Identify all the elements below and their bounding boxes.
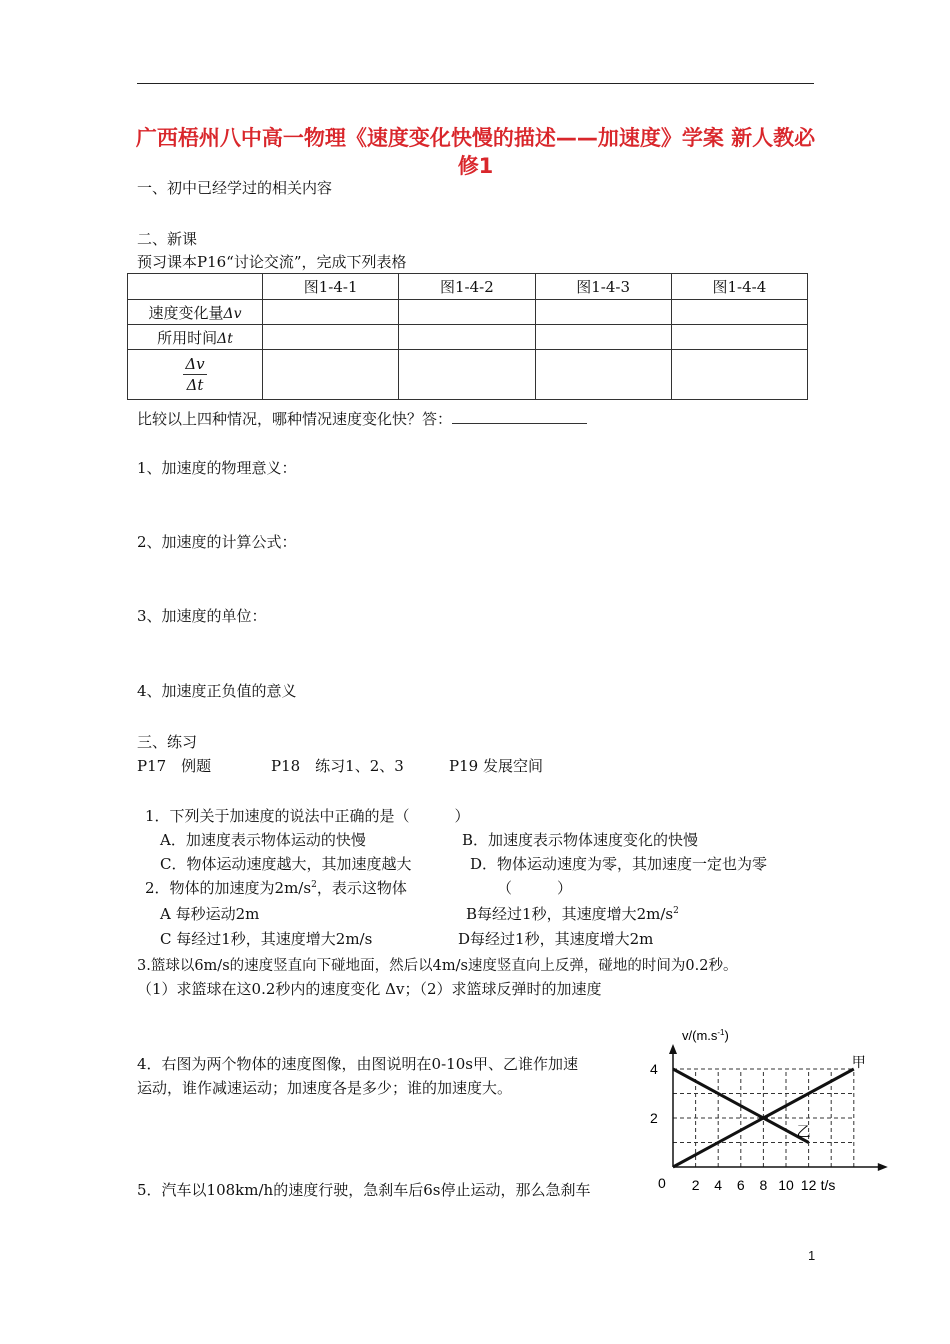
- question-2: 2、加速度的计算公式：: [137, 533, 297, 551]
- section-1-heading: 一、初中已经学过的相关内容: [137, 179, 333, 197]
- table-header-3: 图1-4-3: [535, 274, 671, 300]
- page-number: 1: [808, 1248, 816, 1263]
- table-corner-cell: [128, 274, 263, 300]
- x-tick-label: 6: [736, 1177, 745, 1193]
- table-cell: [263, 350, 399, 400]
- table-row-velocity-change: 速度变化量Δv: [128, 300, 263, 325]
- chart-labels: [650, 1028, 866, 1193]
- answer-blank[interactable]: [452, 411, 587, 424]
- table-header-1: 图1-4-1: [263, 274, 399, 300]
- series-label-jia: 甲: [851, 1054, 866, 1070]
- table-cell: [671, 300, 807, 325]
- x-axis-label: t/s: [820, 1177, 836, 1193]
- ratio-fraction: $\frac{\Delta v}{\Delta t}$: [185, 355, 205, 394]
- table-row-time: 所用时间Δt: [128, 325, 263, 350]
- exercise-1-option-d: D．物体运动速度为零，其加速度一定也为零: [470, 855, 768, 873]
- table-cell: [671, 350, 807, 400]
- table-cell: [399, 325, 535, 350]
- origin-label: 0: [658, 1175, 666, 1191]
- delta-v-symbol: Δv: [223, 305, 242, 322]
- section-2-heading: 二、新课: [137, 230, 198, 248]
- practice-ref-3: P19 发展空间: [449, 757, 543, 775]
- table-cell: [535, 325, 671, 350]
- preview-instruction: 预习课本P16“讨论交流”，完成下列表格: [137, 253, 407, 271]
- table-row-ratio: [128, 350, 263, 400]
- page-title: 广西梧州八中高一物理《速度变化快慢的描述——加速度》学案 新人教必修1: [135, 126, 816, 178]
- practice-ref-1: P17 例题: [137, 757, 212, 775]
- exercise-4-line-1: 4．右图为两个物体的速度图像，由图说明在0-10s甲、乙谁作加速: [137, 1055, 578, 1073]
- exercise-5-line-1: 5．汽车以108km/h的速度行驶，急刹车后6s停止运动，那么急刹车: [137, 1181, 591, 1199]
- table-cell: [263, 325, 399, 350]
- table-header-2: 图1-4-2: [399, 274, 535, 300]
- question-1: 1、加速度的物理意义：: [137, 459, 297, 477]
- header-rule: [137, 83, 814, 84]
- question-4: 4、加速度正负值的意义: [137, 682, 297, 700]
- table-cell: [671, 325, 807, 350]
- exercise-3-line-1: 3.篮球以6m/s的速度竖直向下碰地面，然后以4m/s速度竖直向上反弹，碰地的时间为0.2秒。: [137, 958, 738, 974]
- table-cell: [263, 300, 399, 325]
- exercise-2-option-d: D每经过1秒，其速度增大2m: [458, 930, 654, 948]
- exercise-4-line-2: 运动，谁作减速运动；加速度各是多少；谁的加速度大。: [137, 1079, 513, 1097]
- exercise-1-option-a: A．加速度表示物体运动的快慢: [160, 831, 366, 849]
- y-tick-label: 2: [650, 1110, 658, 1126]
- table-cell: [535, 350, 671, 400]
- y-axis-arrow-icon: [669, 1044, 677, 1054]
- x-tick-label: 2: [691, 1177, 700, 1193]
- series-label-yi: 乙: [796, 1123, 811, 1140]
- exercise-3-line-2: （1）求篮球在这0.2秒内的速度变化 Δv；（2）求篮球反弹时的加速度: [137, 980, 602, 998]
- exercise-2-stem: 2．物体的加速度为$2m/s^2$，表示这物体: [145, 879, 407, 897]
- exercise-1-option-c: C．物体运动速度越大，其加速度越大: [160, 855, 412, 873]
- x-tick-label: 12: [800, 1177, 817, 1193]
- exercise-2-option-b: B每经过1秒，其速度增大$2m/s^2$: [466, 905, 679, 923]
- compare-question: 比较以上四种情况，哪种情况速度变化快？答：: [137, 408, 587, 429]
- section-3-heading: 三、练习: [137, 733, 198, 751]
- x-tick-label: 8: [759, 1177, 768, 1193]
- x-tick-label: 4: [714, 1177, 723, 1193]
- discussion-table: [127, 273, 808, 400]
- x-tick-label: 10: [778, 1177, 794, 1193]
- table-cell: [399, 300, 535, 325]
- exercise-1-option-b: B．加速度表示物体速度变化的快慢: [462, 831, 699, 849]
- table-header-4: 图1-4-4: [671, 274, 807, 300]
- y-axis-label: $v/(m.s^{-1})$: [682, 1028, 729, 1043]
- y-tick-label: 4: [650, 1061, 658, 1077]
- velocity-time-chart: [630, 1020, 890, 1200]
- question-3: 3、加速度的单位：: [137, 607, 267, 625]
- x-axis-arrow-icon: [878, 1163, 888, 1171]
- exercise-2-option-c: C 每经过1秒，其速度增大2m/s: [160, 930, 373, 948]
- practice-ref-2: P18 练习1、2、3: [271, 757, 404, 775]
- exercise-1-stem: 1．下列关于加速度的说法中正确的是（ ）: [145, 807, 470, 825]
- exercise-2-option-a: A 每秒运动2m: [160, 905, 260, 923]
- table-cell: [535, 300, 671, 325]
- exercise-2-answer-paren: （ ）: [497, 879, 573, 897]
- delta-t-symbol: Δt: [217, 330, 233, 347]
- table-cell: [399, 350, 535, 400]
